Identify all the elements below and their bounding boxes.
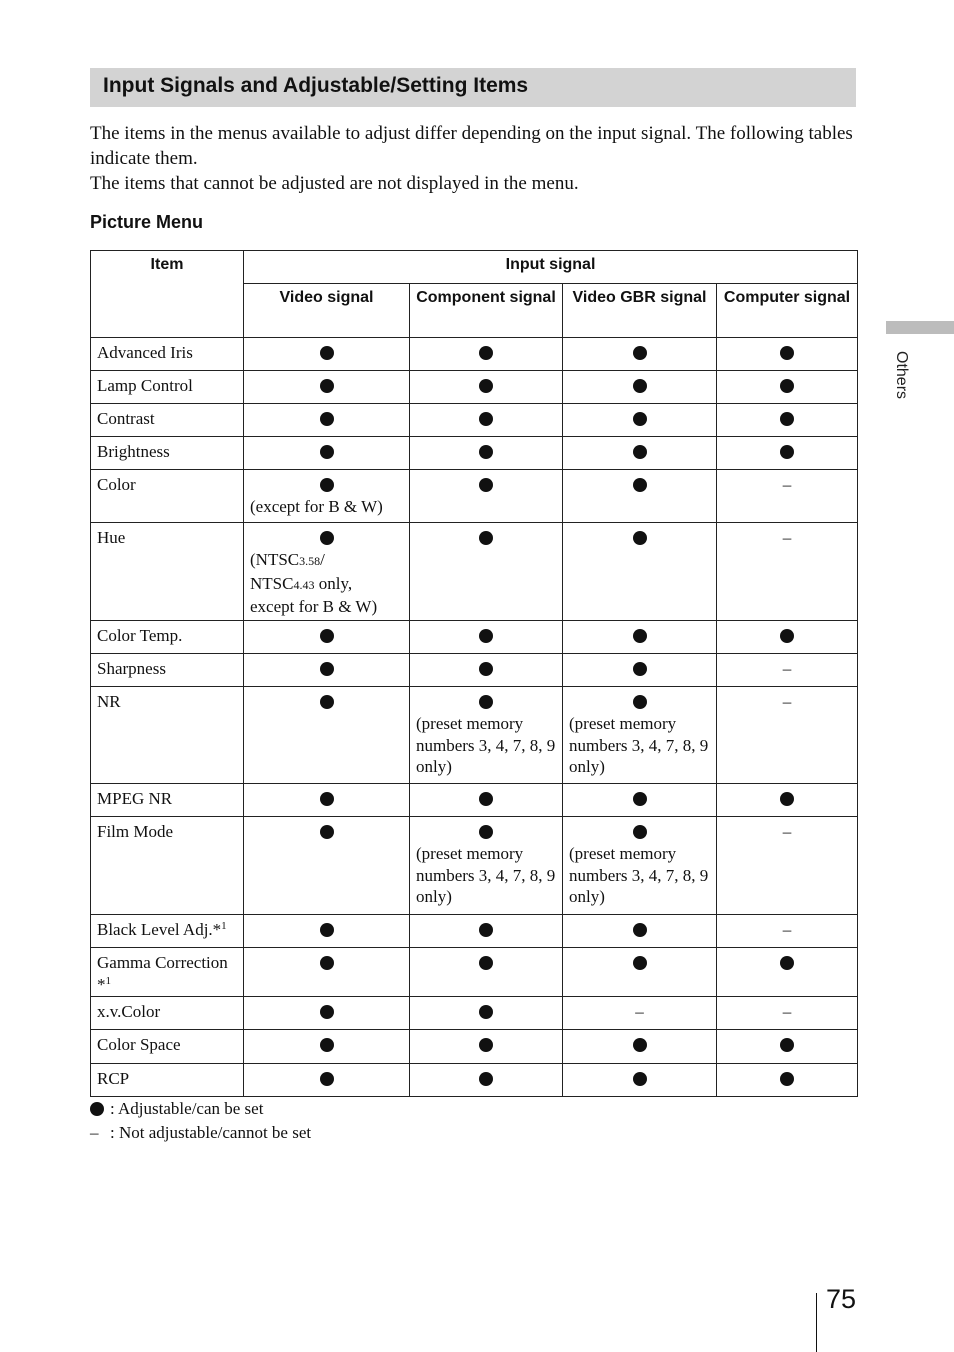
adjustable-dot-icon [633, 662, 647, 676]
not-adjustable-dash: – [782, 1002, 792, 1021]
row-label: Film Mode [91, 817, 244, 915]
adjustable-dot-icon [780, 629, 794, 643]
legend-dash-symbol: – [90, 1123, 99, 1142]
adjustable-dot-icon [633, 379, 647, 393]
legend-adjustable-text: : Adjustable/can be set [110, 1099, 264, 1118]
header-video-signal: Video signal [244, 284, 410, 338]
adjustable-dot-icon [633, 956, 647, 970]
adjustable-dot-icon [320, 662, 334, 676]
adjustable-dot-icon [320, 346, 334, 360]
cell-note: (preset memory numbers 3, 4, 7, 8, 9 only) [569, 844, 709, 906]
adjustable-dot-icon [320, 1038, 334, 1052]
adjustable-dot-icon [633, 825, 647, 839]
adjustable-dot-icon [320, 825, 334, 839]
table-row [91, 437, 858, 470]
page-number: 75 [826, 1284, 857, 1314]
adjustable-dot-icon [320, 531, 334, 545]
adjustable-dot-icon [633, 1072, 647, 1086]
adjustable-dot-icon [780, 956, 794, 970]
adjustable-dot-icon [780, 412, 794, 426]
page-number-rule [816, 1293, 817, 1352]
not-adjustable-dash: – [782, 822, 792, 841]
cell-note: (except for B & W) [250, 497, 383, 516]
row-label: Advanced Iris [91, 338, 244, 371]
adjustable-dot-icon [479, 1005, 493, 1019]
adjustable-dot-icon [633, 412, 647, 426]
adjustable-dot-icon [633, 1038, 647, 1052]
adjustable-dot-icon [479, 1038, 493, 1052]
adjustable-dot-icon [479, 445, 493, 459]
legend-not-adjustable-text: : Not adjustable/cannot be set [110, 1123, 312, 1142]
row-label: Hue [91, 523, 244, 621]
header-computer-signal: Computer signal [717, 284, 858, 338]
header-item: Item [91, 251, 244, 338]
adjustable-dot-icon [633, 346, 647, 360]
adjustable-dot-icon [633, 923, 647, 937]
table-row [91, 1030, 858, 1064]
table-row [91, 817, 858, 915]
row-label: Color [91, 470, 244, 523]
table-row [91, 1064, 858, 1097]
adjustable-dot-icon [780, 1038, 794, 1052]
table-row [91, 654, 858, 687]
adjustable-dot-icon [479, 792, 493, 806]
row-label: x.v.Color [91, 997, 244, 1030]
not-adjustable-dash: – [782, 692, 792, 711]
adjustable-dot-icon [479, 956, 493, 970]
row-label: Brightness [91, 437, 244, 470]
adjustable-dot-icon [633, 695, 647, 709]
adjustable-dot-icon [320, 445, 334, 459]
adjustable-dot-icon [320, 1005, 334, 1019]
intro-paragraph-1: The items in the menus available to adjust differ depending on the input signal. The following tables indicate them. [90, 123, 853, 169]
table-row [91, 470, 858, 523]
header-input-signal: Input signal [244, 251, 858, 284]
row-label: Color Temp. [91, 621, 244, 654]
adjustable-dot-icon [90, 1102, 104, 1116]
adjustable-dot-icon [479, 478, 493, 492]
not-adjustable-dash: – [782, 475, 792, 494]
side-tab-label: Others [893, 351, 910, 400]
table-row [91, 997, 858, 1030]
row-label: Black Level Adj.*$^1$ [91, 915, 244, 948]
adjustable-dot-icon [320, 1072, 334, 1086]
adjustable-dot-icon [479, 379, 493, 393]
not-adjustable-dash: – [635, 1002, 644, 1021]
adjustable-dot-icon [479, 695, 493, 709]
section-title: Input Signals and Adjustable/Setting Items [103, 74, 529, 97]
cell-note: (preset memory numbers 3, 4, 7, 8, 9 only) [569, 714, 709, 776]
table-row [91, 687, 858, 784]
table-row [91, 784, 858, 817]
adjustable-dot-icon [780, 445, 794, 459]
legend-adjustable [90, 1097, 311, 1121]
not-adjustable-dash: – [782, 920, 792, 939]
adjustable-dot-icon [479, 629, 493, 643]
not-adjustable-dash: – [782, 659, 792, 678]
header-video-gbr-signal: Video GBR signal [563, 284, 717, 338]
section-title-bar [90, 68, 856, 107]
row-label: Gamma Correction *$^1$ [91, 948, 244, 997]
adjustable-dot-icon [479, 531, 493, 545]
cell-note: (NTSC3.58/ NTSC4.43 only, except for B & W) [250, 550, 378, 616]
adjustable-dot-icon [633, 445, 647, 459]
intro-paragraph-2: The items that cannot be adjusted are not displayed in the menu. [90, 173, 579, 194]
picture-menu-heading: Picture Menu [90, 212, 204, 232]
table-row [91, 948, 858, 997]
row-label: Contrast [91, 404, 244, 437]
adjustable-dot-icon [780, 346, 794, 360]
cell-note: (preset memory numbers 3, 4, 7, 8, 9 only) [416, 844, 556, 906]
adjustable-dot-icon [633, 531, 647, 545]
adjustable-dot-icon [479, 412, 493, 426]
adjustable-dot-icon [320, 412, 334, 426]
legend-not-adjustable [90, 1121, 311, 1145]
row-label: Lamp Control [91, 371, 244, 404]
row-label: Sharpness [91, 654, 244, 687]
header-component-signal: Component signal [410, 284, 563, 338]
adjustable-dot-icon [479, 923, 493, 937]
row-label: NR [91, 687, 244, 784]
legend [90, 1097, 311, 1145]
adjustable-dot-icon [320, 629, 334, 643]
adjustable-dot-icon [479, 346, 493, 360]
row-label: Color Space [91, 1030, 244, 1064]
not-adjustable-dash: – [782, 528, 792, 547]
adjustable-dot-icon [479, 662, 493, 676]
table-row [91, 371, 858, 404]
adjustable-dot-icon [633, 478, 647, 492]
adjustable-dot-icon [320, 792, 334, 806]
row-label: RCP [91, 1064, 244, 1097]
table-row [91, 338, 858, 371]
row-label: MPEG NR [91, 784, 244, 817]
intro-text [90, 121, 860, 196]
adjustable-dot-icon [320, 923, 334, 937]
table-row [91, 621, 858, 654]
adjustable-dot-icon [320, 379, 334, 393]
side-tab-marker [886, 321, 954, 334]
adjustable-dot-icon [633, 792, 647, 806]
adjustable-dot-icon [320, 478, 334, 492]
adjustable-dot-icon [780, 379, 794, 393]
adjustable-dot-icon [479, 1072, 493, 1086]
table-row [91, 915, 858, 948]
table-row [91, 404, 858, 437]
adjustable-dot-icon [320, 695, 334, 709]
adjustable-dot-icon [780, 1072, 794, 1086]
cell-note: (preset memory numbers 3, 4, 7, 8, 9 only) [416, 714, 556, 776]
adjustable-dot-icon [633, 629, 647, 643]
table-row [91, 523, 858, 621]
adjustable-dot-icon [320, 956, 334, 970]
adjustable-dot-icon [479, 825, 493, 839]
picture-menu-table [90, 250, 858, 1097]
adjustable-dot-icon [780, 792, 794, 806]
